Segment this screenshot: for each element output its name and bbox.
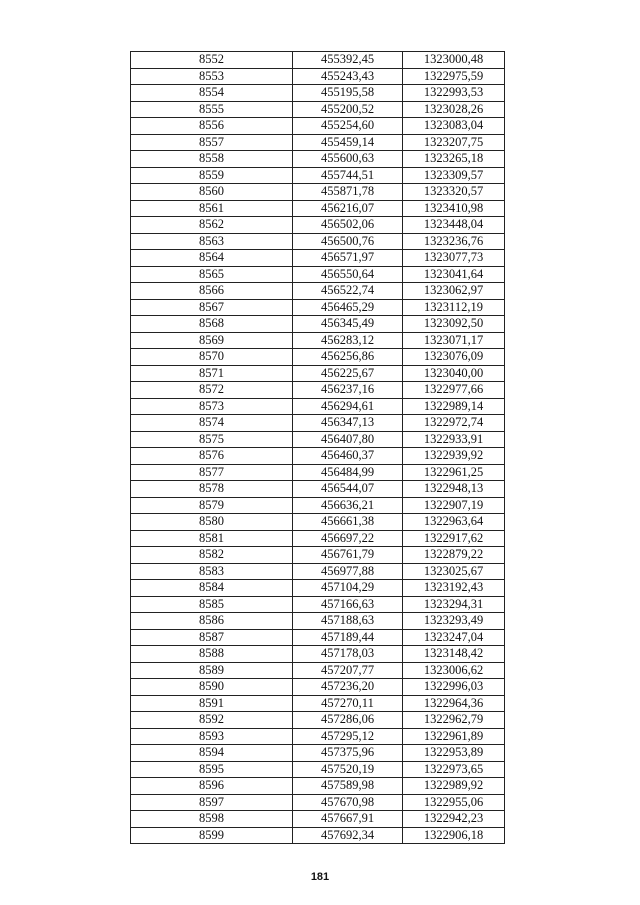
- point-number-cell: 8580: [131, 514, 293, 531]
- y-coordinate-cell: 1323077,73: [403, 250, 505, 267]
- x-coordinate-cell: 457589,98: [293, 778, 403, 795]
- x-coordinate-cell: 455600,63: [293, 151, 403, 168]
- y-coordinate-cell: 1322879,22: [403, 547, 505, 564]
- x-coordinate-cell: 456237,16: [293, 382, 403, 399]
- x-coordinate-cell: 457104,29: [293, 580, 403, 597]
- point-number-cell: 8589: [131, 662, 293, 679]
- x-coordinate-cell: 455392,45: [293, 52, 403, 69]
- x-coordinate-cell: 457207,77: [293, 662, 403, 679]
- table-row: [131, 332, 505, 349]
- y-coordinate-cell: 1322955,06: [403, 794, 505, 811]
- point-number-cell: 8561: [131, 200, 293, 217]
- table-row: [131, 184, 505, 201]
- x-coordinate-cell: 456347,13: [293, 415, 403, 432]
- point-number-cell: 8599: [131, 827, 293, 844]
- y-coordinate-cell: 1322933,91: [403, 431, 505, 448]
- table-row: [131, 497, 505, 514]
- y-coordinate-cell: 1322906,18: [403, 827, 505, 844]
- point-number-cell: 8571: [131, 365, 293, 382]
- table-row: [131, 200, 505, 217]
- y-coordinate-cell: 1323294,31: [403, 596, 505, 613]
- table-row: [131, 695, 505, 712]
- x-coordinate-cell: 455243,43: [293, 68, 403, 85]
- point-number-cell: 8579: [131, 497, 293, 514]
- table-row: [131, 530, 505, 547]
- x-coordinate-cell: 457667,91: [293, 811, 403, 828]
- point-number-cell: 8576: [131, 448, 293, 465]
- point-number-cell: 8558: [131, 151, 293, 168]
- x-coordinate-cell: 457286,06: [293, 712, 403, 729]
- point-number-cell: 8574: [131, 415, 293, 432]
- x-coordinate-cell: 455200,52: [293, 101, 403, 118]
- table-row: [131, 464, 505, 481]
- x-coordinate-cell: 456283,12: [293, 332, 403, 349]
- point-number-cell: 8578: [131, 481, 293, 498]
- y-coordinate-cell: 1323448,04: [403, 217, 505, 234]
- table-row: [131, 134, 505, 151]
- table-row: [131, 580, 505, 597]
- x-coordinate-cell: 456465,29: [293, 299, 403, 316]
- table-row: [131, 448, 505, 465]
- table-row: [131, 283, 505, 300]
- point-number-cell: 8577: [131, 464, 293, 481]
- table-row: [131, 613, 505, 630]
- table-row: [131, 85, 505, 102]
- table-row: [131, 745, 505, 762]
- y-coordinate-cell: 1322948,13: [403, 481, 505, 498]
- point-number-cell: 8562: [131, 217, 293, 234]
- point-number-cell: 8556: [131, 118, 293, 135]
- y-coordinate-cell: 1323112,19: [403, 299, 505, 316]
- y-coordinate-cell: 1323062,97: [403, 283, 505, 300]
- y-coordinate-cell: 1323083,04: [403, 118, 505, 135]
- table-row: [131, 596, 505, 613]
- table-row: [131, 679, 505, 696]
- y-coordinate-cell: 1323028,26: [403, 101, 505, 118]
- y-coordinate-cell: 1322975,59: [403, 68, 505, 85]
- table-row: [131, 68, 505, 85]
- point-number-cell: 8572: [131, 382, 293, 399]
- table-row: [131, 728, 505, 745]
- table-row: [131, 811, 505, 828]
- y-coordinate-cell: 1322964,36: [403, 695, 505, 712]
- point-number-cell: 8582: [131, 547, 293, 564]
- point-number-cell: 8587: [131, 629, 293, 646]
- y-coordinate-cell: 1322961,89: [403, 728, 505, 745]
- y-coordinate-cell: 1323309,57: [403, 167, 505, 184]
- point-number-cell: 8596: [131, 778, 293, 795]
- x-coordinate-cell: 457189,44: [293, 629, 403, 646]
- y-coordinate-cell: 1323247,04: [403, 629, 505, 646]
- table-row: [131, 398, 505, 415]
- table-row: [131, 151, 505, 168]
- x-coordinate-cell: 456636,21: [293, 497, 403, 514]
- table-row: [131, 365, 505, 382]
- point-number-cell: 8581: [131, 530, 293, 547]
- table-row: [131, 167, 505, 184]
- point-number-cell: 8573: [131, 398, 293, 415]
- y-coordinate-cell: 1322962,79: [403, 712, 505, 729]
- point-number-cell: 8566: [131, 283, 293, 300]
- y-coordinate-cell: 1323207,75: [403, 134, 505, 151]
- table-row: [131, 761, 505, 778]
- x-coordinate-cell: 456407,80: [293, 431, 403, 448]
- x-coordinate-cell: 456460,37: [293, 448, 403, 465]
- table-row: [131, 514, 505, 531]
- table-row: [131, 266, 505, 283]
- point-number-cell: 8552: [131, 52, 293, 69]
- y-coordinate-cell: 1322963,64: [403, 514, 505, 531]
- point-number-cell: 8583: [131, 563, 293, 580]
- y-coordinate-cell: 1322939,92: [403, 448, 505, 465]
- point-number-cell: 8559: [131, 167, 293, 184]
- x-coordinate-cell: 457375,96: [293, 745, 403, 762]
- point-number-cell: 8568: [131, 316, 293, 333]
- point-number-cell: 8555: [131, 101, 293, 118]
- point-number-cell: 8557: [131, 134, 293, 151]
- x-coordinate-cell: 456484,99: [293, 464, 403, 481]
- table-row: [131, 778, 505, 795]
- table-row: [131, 382, 505, 399]
- x-coordinate-cell: 456502,06: [293, 217, 403, 234]
- page-number: 181: [310, 871, 330, 883]
- point-number-cell: 8592: [131, 712, 293, 729]
- point-number-cell: 8594: [131, 745, 293, 762]
- table-row: [131, 827, 505, 844]
- point-number-cell: 8570: [131, 349, 293, 366]
- point-number-cell: 8569: [131, 332, 293, 349]
- point-number-cell: 8567: [131, 299, 293, 316]
- x-coordinate-cell: 456225,67: [293, 365, 403, 382]
- y-coordinate-cell: 1322907,19: [403, 497, 505, 514]
- point-number-cell: 8598: [131, 811, 293, 828]
- y-coordinate-cell: 1322972,74: [403, 415, 505, 432]
- x-coordinate-cell: 457188,63: [293, 613, 403, 630]
- coordinates-table-body: [131, 52, 505, 844]
- y-coordinate-cell: 1323236,76: [403, 233, 505, 250]
- point-number-cell: 8597: [131, 794, 293, 811]
- x-coordinate-cell: 455459,14: [293, 134, 403, 151]
- y-coordinate-cell: 1323040,00: [403, 365, 505, 382]
- x-coordinate-cell: 457166,63: [293, 596, 403, 613]
- coordinates-table: [130, 51, 505, 844]
- point-number-cell: 8554: [131, 85, 293, 102]
- y-coordinate-cell: 1322993,53: [403, 85, 505, 102]
- y-coordinate-cell: 1323148,42: [403, 646, 505, 663]
- point-number-cell: 8585: [131, 596, 293, 613]
- x-coordinate-cell: 456345,49: [293, 316, 403, 333]
- point-number-cell: 8564: [131, 250, 293, 267]
- y-coordinate-cell: 1323006,62: [403, 662, 505, 679]
- point-number-cell: 8553: [131, 68, 293, 85]
- x-coordinate-cell: 456544,07: [293, 481, 403, 498]
- table-row: [131, 415, 505, 432]
- x-coordinate-cell: 456661,38: [293, 514, 403, 531]
- x-coordinate-cell: 456571,97: [293, 250, 403, 267]
- point-number-cell: 8575: [131, 431, 293, 448]
- point-number-cell: 8565: [131, 266, 293, 283]
- y-coordinate-cell: 1322961,25: [403, 464, 505, 481]
- y-coordinate-cell: 1322977,66: [403, 382, 505, 399]
- x-coordinate-cell: 456500,76: [293, 233, 403, 250]
- table-row: [131, 547, 505, 564]
- table-row: [131, 299, 505, 316]
- point-number-cell: 8588: [131, 646, 293, 663]
- table-row: [131, 431, 505, 448]
- point-number-cell: 8563: [131, 233, 293, 250]
- x-coordinate-cell: 455254,60: [293, 118, 403, 135]
- y-coordinate-cell: 1323092,50: [403, 316, 505, 333]
- x-coordinate-cell: 457692,34: [293, 827, 403, 844]
- x-coordinate-cell: 457178,03: [293, 646, 403, 663]
- table-row: [131, 118, 505, 135]
- table-row: [131, 646, 505, 663]
- y-coordinate-cell: 1323293,49: [403, 613, 505, 630]
- table-row: [131, 563, 505, 580]
- x-coordinate-cell: 456216,07: [293, 200, 403, 217]
- table-row: [131, 233, 505, 250]
- x-coordinate-cell: 457670,98: [293, 794, 403, 811]
- y-coordinate-cell: 1323071,17: [403, 332, 505, 349]
- y-coordinate-cell: 1323076,09: [403, 349, 505, 366]
- y-coordinate-cell: 1323410,98: [403, 200, 505, 217]
- table-row: [131, 217, 505, 234]
- table-row: [131, 794, 505, 811]
- x-coordinate-cell: 455195,58: [293, 85, 403, 102]
- x-coordinate-cell: 457236,20: [293, 679, 403, 696]
- x-coordinate-cell: 456256,86: [293, 349, 403, 366]
- y-coordinate-cell: 1323000,48: [403, 52, 505, 69]
- x-coordinate-cell: 457520,19: [293, 761, 403, 778]
- table-row: [131, 712, 505, 729]
- x-coordinate-cell: 456522,74: [293, 283, 403, 300]
- x-coordinate-cell: 456761,79: [293, 547, 403, 564]
- point-number-cell: 8590: [131, 679, 293, 696]
- point-number-cell: 8586: [131, 613, 293, 630]
- table-row: [131, 629, 505, 646]
- y-coordinate-cell: 1322953,89: [403, 745, 505, 762]
- point-number-cell: 8560: [131, 184, 293, 201]
- point-number-cell: 8584: [131, 580, 293, 597]
- y-coordinate-cell: 1323041,64: [403, 266, 505, 283]
- table-row: [131, 481, 505, 498]
- point-number-cell: 8593: [131, 728, 293, 745]
- y-coordinate-cell: 1322996,03: [403, 679, 505, 696]
- y-coordinate-cell: 1323320,57: [403, 184, 505, 201]
- point-number-cell: 8591: [131, 695, 293, 712]
- table-row: [131, 101, 505, 118]
- y-coordinate-cell: 1322973,65: [403, 761, 505, 778]
- table-row: [131, 250, 505, 267]
- y-coordinate-cell: 1322917,62: [403, 530, 505, 547]
- x-coordinate-cell: 457295,12: [293, 728, 403, 745]
- x-coordinate-cell: 455871,78: [293, 184, 403, 201]
- x-coordinate-cell: 455744,51: [293, 167, 403, 184]
- y-coordinate-cell: 1322989,92: [403, 778, 505, 795]
- table-row: [131, 316, 505, 333]
- x-coordinate-cell: 456550,64: [293, 266, 403, 283]
- y-coordinate-cell: 1323025,67: [403, 563, 505, 580]
- table-row: [131, 662, 505, 679]
- x-coordinate-cell: 456294,61: [293, 398, 403, 415]
- x-coordinate-cell: 456977,88: [293, 563, 403, 580]
- y-coordinate-cell: 1322942,23: [403, 811, 505, 828]
- x-coordinate-cell: 457270,11: [293, 695, 403, 712]
- y-coordinate-cell: 1322989,14: [403, 398, 505, 415]
- y-coordinate-cell: 1323192,43: [403, 580, 505, 597]
- point-number-cell: 8595: [131, 761, 293, 778]
- x-coordinate-cell: 456697,22: [293, 530, 403, 547]
- table-row: [131, 349, 505, 366]
- table-row: [131, 52, 505, 69]
- y-coordinate-cell: 1323265,18: [403, 151, 505, 168]
